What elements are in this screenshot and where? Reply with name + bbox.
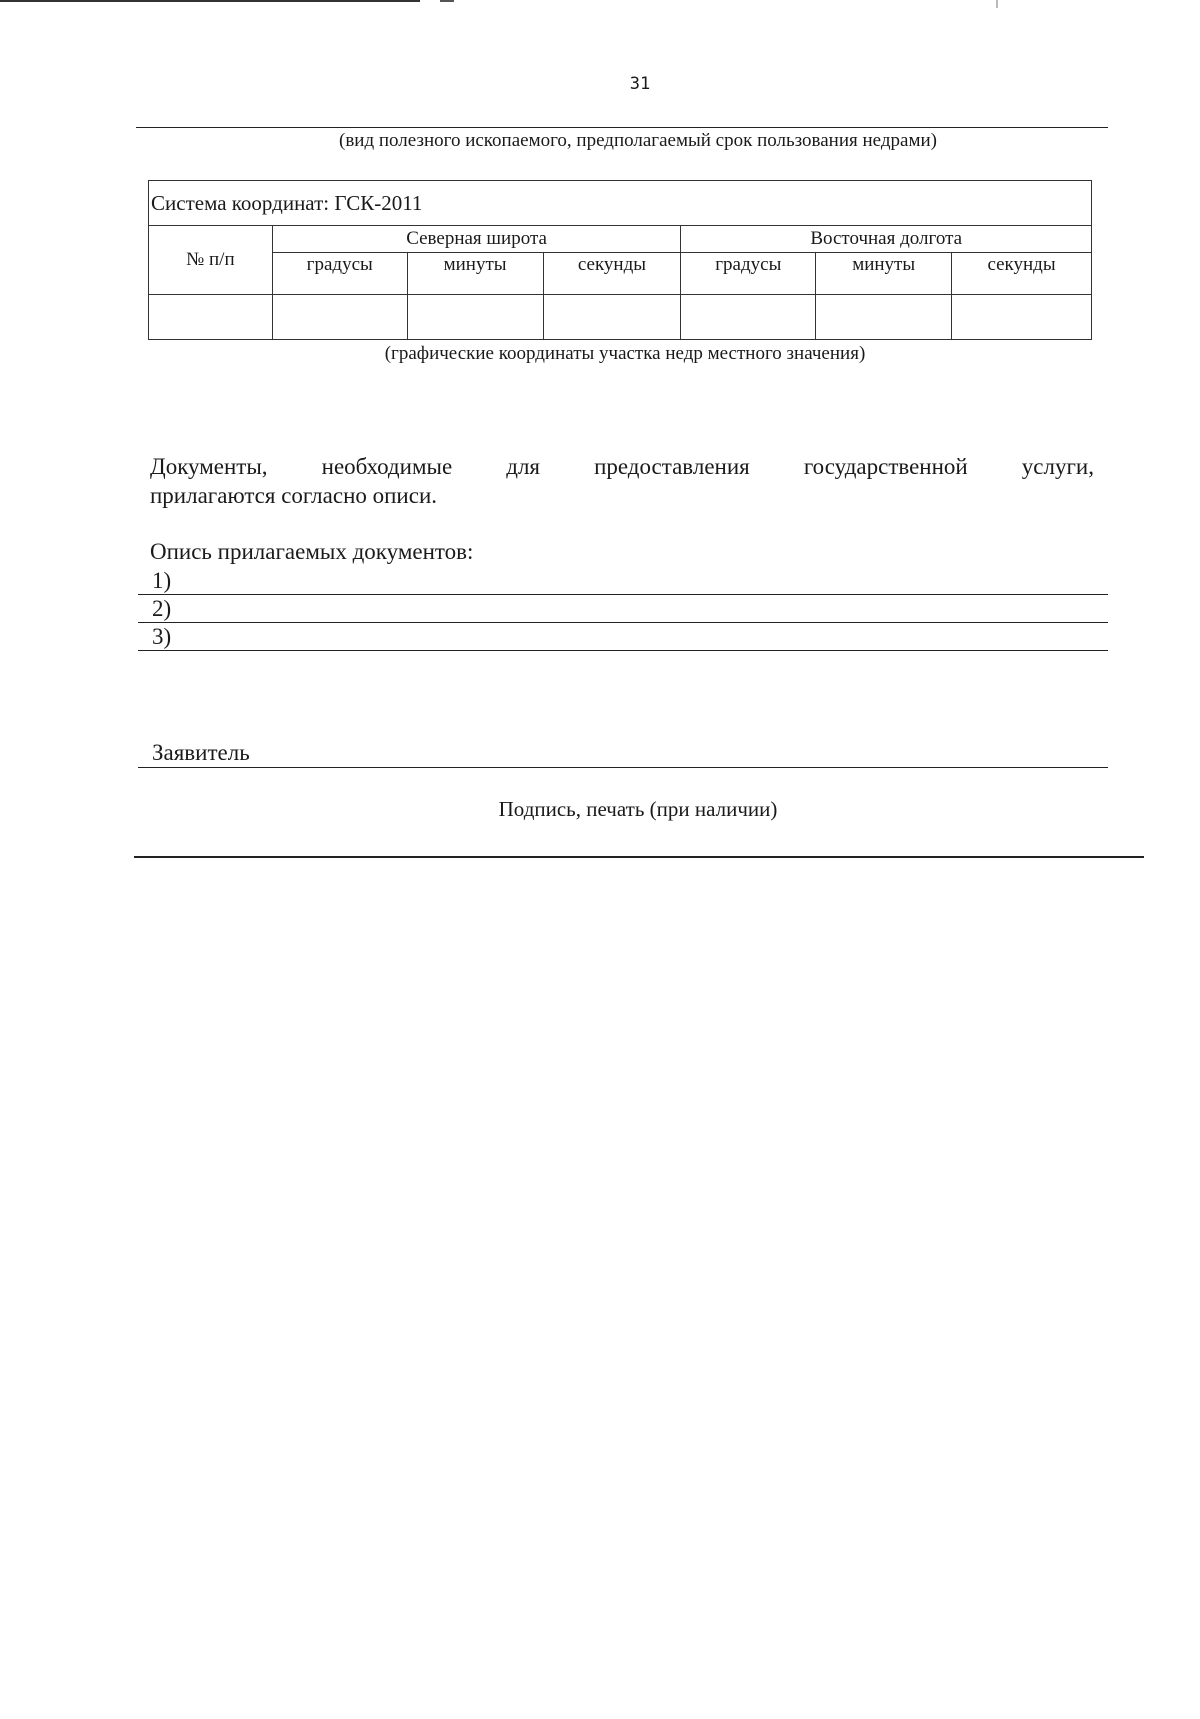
table-cell-lat-minutes[interactable] xyxy=(407,295,543,340)
signature-note: Подпись, печать (при наличии) xyxy=(498,797,778,821)
table-cell-lon-minutes[interactable] xyxy=(816,295,952,340)
inventory-item-3[interactable] xyxy=(138,623,1108,651)
mineral-caption: (вид полезного ископаемого, предполагаемый срок пользования недрами) xyxy=(339,130,937,151)
bottom-rule xyxy=(134,856,1144,858)
coordinates-table xyxy=(148,180,1092,340)
table-cell-lon-seconds[interactable] xyxy=(952,295,1092,340)
applicant-field[interactable] xyxy=(138,738,1108,768)
scan-edge-mark xyxy=(440,0,454,2)
mineral-fill-line xyxy=(136,127,1108,128)
latitude-seconds-header: секунды xyxy=(543,253,681,295)
documents-paragraph-line1: Документы, необходимые для предоставления государственной услуги, xyxy=(150,454,1094,479)
latitude-header: Северная широта xyxy=(272,226,681,253)
row-number-header: № п/п xyxy=(149,226,273,295)
page-number: 31 xyxy=(629,74,651,94)
inventory-item-2[interactable] xyxy=(138,595,1108,623)
latitude-minutes-header: минуты xyxy=(407,253,543,295)
table-cell-number[interactable] xyxy=(149,295,273,340)
longitude-seconds-header: секунды xyxy=(952,253,1092,295)
table-cell-lat-degrees[interactable] xyxy=(272,295,407,340)
table-cell-lat-seconds[interactable] xyxy=(543,295,681,340)
inventory-item-number: 1) xyxy=(152,568,172,593)
inventory-title: Опись прилагаемых документов: xyxy=(150,539,474,564)
longitude-header: Восточная долгота xyxy=(681,226,1092,253)
documents-paragraph-line2: прилагаются согласно описи. xyxy=(150,483,438,508)
table-caption: (графические координаты участка недр местного значения) xyxy=(384,343,866,364)
table-cell-lon-degrees[interactable] xyxy=(681,295,816,340)
scan-speck xyxy=(996,0,998,8)
applicant-label: Заявитель xyxy=(152,740,250,765)
longitude-degrees-header: градусы xyxy=(681,253,816,295)
scan-edge-line xyxy=(0,0,420,2)
inventory-item-number: 3) xyxy=(152,624,172,649)
coordinate-system-label: Система координат: ГСК-2011 xyxy=(149,181,1092,226)
longitude-minutes-header: минуты xyxy=(816,253,952,295)
inventory-item-1[interactable] xyxy=(138,567,1108,595)
inventory-item-number: 2) xyxy=(152,596,172,621)
latitude-degrees-header: градусы xyxy=(272,253,407,295)
table-row xyxy=(149,295,1092,340)
